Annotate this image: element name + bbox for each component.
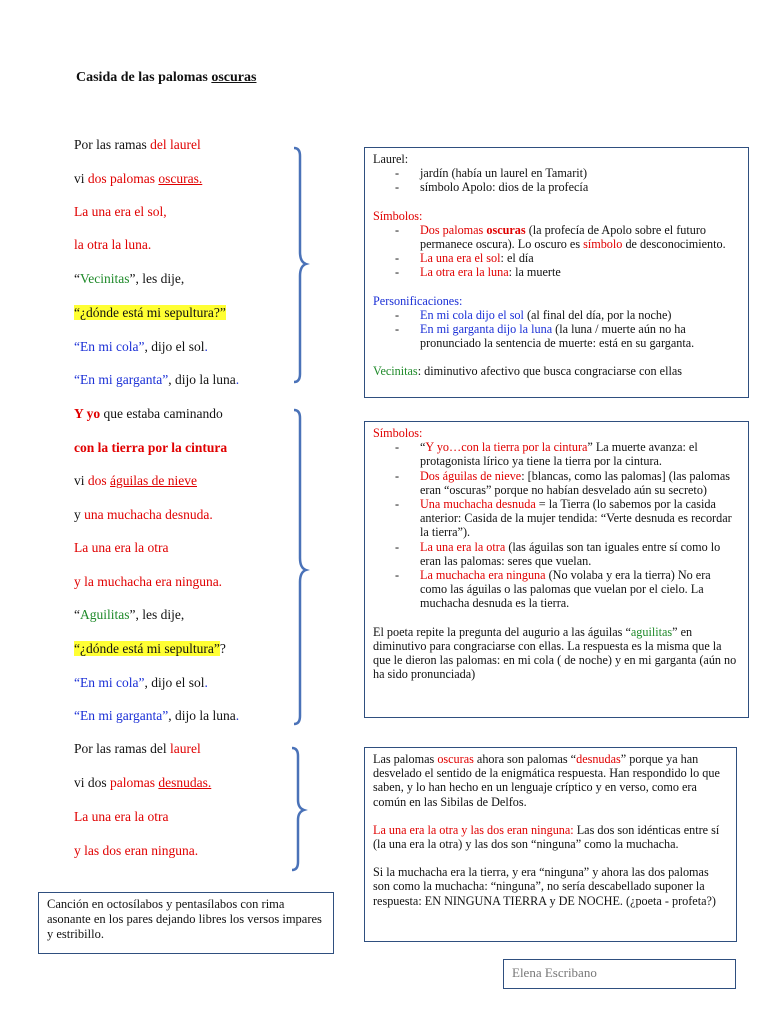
poem-line: “Vecinitas”, les dije, xyxy=(74,271,185,286)
poem-line: y la muchacha era ninguna. xyxy=(74,574,223,589)
list-item: - En mi cola dijo el sol (al final del día, por la noche) xyxy=(395,307,672,322)
meter-note-box: Canción en octosílabos y pentasílabos con rima asonante en los pares dejando libres los versos impares y estribillo. xyxy=(38,892,334,954)
list-item: - En mi garganta dijo la luna (la luna / muerte aún no ha pronunciado la sentencia de muerte: está en su garganta. xyxy=(395,322,695,351)
poem-line: “Aguilitas”, les dije, xyxy=(74,607,185,622)
poem-line: vi dos águilas de nieve xyxy=(74,473,197,488)
poem-line: La una era la otra xyxy=(74,809,169,824)
poem-line: vi dos palomas oscuras. xyxy=(74,171,203,186)
list-item: - La una era el sol: el día xyxy=(395,251,534,266)
poem-line: “En mi cola”, dijo el sol. xyxy=(74,675,208,690)
page-title: Casida de las palomas oscuras xyxy=(76,70,257,85)
annotation-box-3: Las palomas oscuras ahora son palomas “desnudas” porque ya han desvelado el sentido de la enigmática respuesta. Han respondido lo que saben, y lo han hecho en un lenguaje críptico y en verso, como era común en las Sibilas de Delfos. La una era la otra y las dos eran ninguna: Las dos son idénticas entre sí (la una era la otra) y las dos son “ninguna” como la muchacha. Si la muchacha era la tierra, y era “ninguna” y ahora las dos palomas son como la muchacha: “ninguna”, no sería descabellado suponer la respuesta: EN NINGUNA TIERRA y DE NOCHE. (¿poeta - profeta?) xyxy=(364,747,737,942)
poem-line: y una muchacha desnuda. xyxy=(74,507,213,522)
poem-line: “En mi garganta”, dijo la luna. xyxy=(74,372,240,387)
poem-line: “En mi garganta”, dijo la luna. xyxy=(74,708,240,723)
poem-line: y las dos eran ninguna. xyxy=(74,843,199,858)
poem-line: “¿dónde está mi sepultura”? xyxy=(74,641,226,656)
list-item: - “Y yo…con la tierra por la cintura” La muerte avanza: el protagonista lírico ya tiene la tierra por la cintura. xyxy=(395,440,698,469)
poem-line: vi dos palomas desnudas. xyxy=(74,775,212,790)
poem-line: La una era el sol, xyxy=(74,204,167,219)
author-signature: Elena Escribano xyxy=(503,959,736,989)
poem-line: la otra la luna. xyxy=(74,237,152,252)
poem-line: Por las ramas del laurel xyxy=(74,741,201,756)
brace-icon xyxy=(286,140,310,390)
list-item: - símbolo Apolo: dios de la profecía xyxy=(395,180,589,195)
brace-icon xyxy=(290,402,314,732)
poem-line: Y yo que estaba caminando xyxy=(74,406,223,421)
poem-line: “En mi cola”, dijo el sol. xyxy=(74,339,208,354)
poem-line: con la tierra por la cintura xyxy=(74,440,228,455)
annotation-box-2: Símbolos: - “Y yo…con la tierra por la cintura” La muerte avanza: el protagonista lírico ya tiene la tierra por la cintura. - Dos águilas de nieve: [blancas, como las palomas] (las palomas eran “oscuras” porque no habían desvelado aún su secreto) - Una muchacha desnuda = la Tierra (lo sabemos por la casida anterior: Casida de la mujer tendida: “Verte desnuda es recordar la tierra”). - La una era la otra (las águilas son tan iguales entre sí como lo eran las palomas: seres que vuelan. - La muchacha era ninguna (No volaba y era la tierra) No era como las águilas o las palomas que vuelan por el cielo. La muchacha desnuda es la tierra. El poeta repite la pregunta del augurio a las águilas “aguilitas” en diminutivo para congraciarse con ellas. La respuesta es la misma que la que le dieron las palomas: en mi cola ( de noche) y en mi garganta (aún no ha sido pronunciada) xyxy=(364,421,749,718)
list-item: - Una muchacha desnuda = la Tierra (lo sabemos por la casida anterior: Casida de la mujer tendida: “Verte desnuda es recordar la tierra”). xyxy=(395,497,732,540)
list-item: - jardín (había un laurel en Tamarit) xyxy=(395,166,588,181)
list-item: - La otra era la luna: la muerte xyxy=(395,265,561,280)
list-item: - La muchacha era ninguna (No volaba y era la tierra) No era como las águilas o las palomas que vuelan por el cielo. La muchacha desnuda es la tierra. xyxy=(395,568,711,611)
list-item: - Dos águilas de nieve: [blancas, como las palomas] (las palomas eran “oscuras” porque no habían desvelado aún su secreto) xyxy=(395,468,731,497)
poem-line: Por las ramas del laurel xyxy=(74,137,201,152)
poem-line: La una era la otra xyxy=(74,540,169,555)
brace-icon xyxy=(288,742,312,878)
list-item: - La una era la otra (las águilas son tan iguales entre sí como lo eran las palomas: seres que vuelan. xyxy=(395,539,721,568)
list-item: - Dos palomas oscuras (la profecía de Apolo sobre el futuro permanece oscura). Lo oscuro es símbolo de desconocimiento. xyxy=(395,222,726,252)
poem-line: “¿dónde está mi sepultura?” xyxy=(74,305,226,320)
annotation-box-1: Laurel: - jardín (había un laurel en Tamarit) - símbolo Apolo: dios de la profecía Símbolos: - Dos palomas oscuras (la profecía de Apolo sobre el futuro permanece oscura). Lo oscuro es símbolo de desconocimiento. - La una era el sol: el día - La otra era la luna: la muerte Personificaciones: - En mi cola dijo el sol (al final del día, por la noche) - En mi garganta dijo la luna (la luna / muerte aún no ha pronunciado la sentencia de muerte: está en su garganta. Vecinitas: diminutivo afectivo que busca congraciarse con ellas xyxy=(364,147,749,398)
